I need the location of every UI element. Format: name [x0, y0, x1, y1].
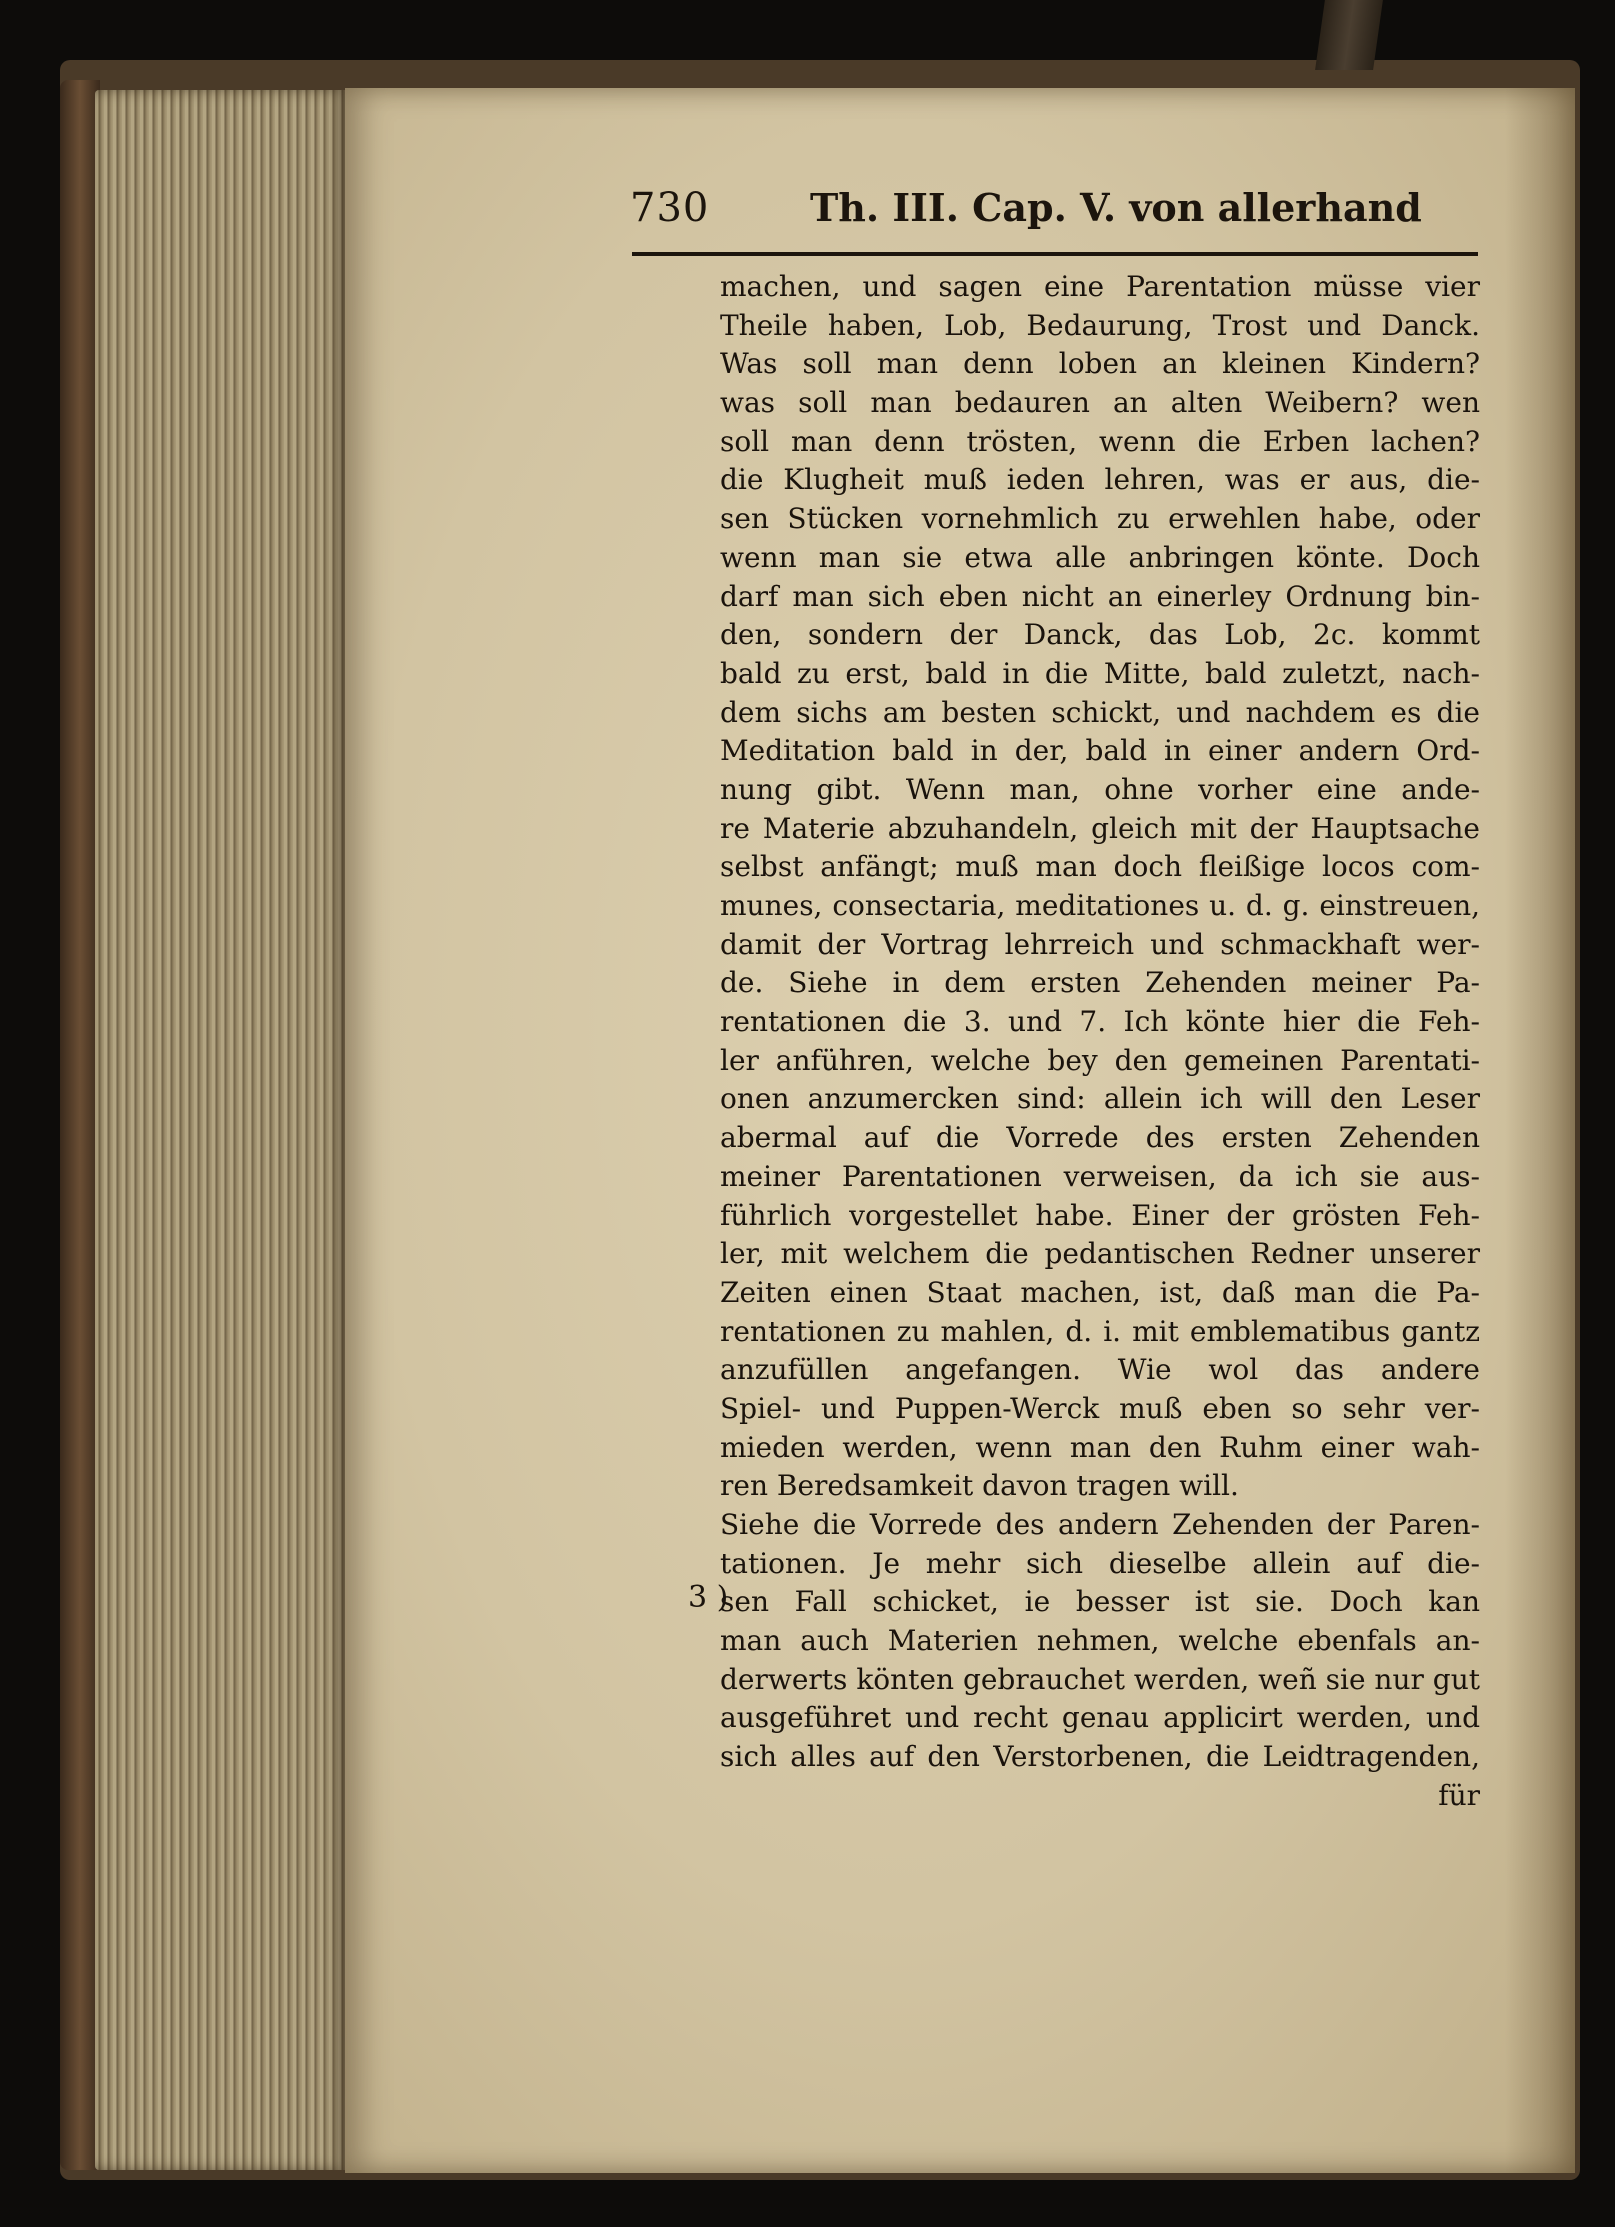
text-line: dem sichs am besten schickt, und nachdem es die	[720, 695, 1480, 729]
text-line: führlich vorgestellet habe. Einer der grösten Feh-	[720, 1198, 1480, 1232]
text-line: ausgeführet und recht genau applicirt werden, und	[720, 1701, 1480, 1735]
text-line: de. Siehe in dem ersten Zehenden meiner Pa-	[720, 966, 1480, 1000]
bookmark-ribbon	[1315, 0, 1383, 70]
text-line: nung gibt. Wenn man, ohne vorher eine ande-	[720, 772, 1480, 806]
text-line: onen anzumercken sind: allein ich will den Leser	[720, 1082, 1480, 1116]
text-line: sen Stücken vornehmlich zu erwehlen habe, oder	[720, 502, 1480, 536]
text-line: rentationen zu mahlen, d. i. mit emblematibus gantz	[720, 1314, 1480, 1348]
text-line: anzufüllen angefangen. Wie wol das andere	[720, 1353, 1480, 1387]
text-line: meiner Parentationen verweisen, da ich sie aus-	[720, 1159, 1480, 1193]
text-line: ler anführen, welche bey den gemeinen Parentati-	[720, 1043, 1480, 1077]
body-text	[720, 268, 1480, 1816]
text-line: sich alles auf den Verstorbenen, die Leidtragenden,	[720, 1740, 1480, 1774]
text-line: soll man denn trösten, wenn die Erben lachen?	[720, 424, 1480, 458]
text-line: rentationen die 3. und 7. Ich könte hier die Feh-	[720, 1005, 1480, 1039]
text-line: darf man sich eben nicht an einerley Ordnung bin-	[720, 579, 1480, 613]
page-edges	[95, 90, 345, 2170]
text-line: wenn man sie etwa alle anbringen könte. Doch	[720, 540, 1480, 574]
page-number: 730	[630, 185, 710, 231]
catchword: für	[1438, 1778, 1480, 1812]
text-line: re Materie abzuhandeln, gleich mit der Hauptsache	[720, 811, 1480, 845]
note-marker: 3 )	[688, 1580, 729, 1615]
text-line: damit der Vortrag lehrreich und schmackhaft wer-	[720, 927, 1480, 961]
book-spine-edge	[60, 80, 100, 2170]
text-line: was soll man bedauren an alten Weibern? wen	[720, 386, 1480, 420]
text-line: munes, consectaria, meditationes u. d. g. einstreuen,	[720, 889, 1480, 922]
text-line: mieden werden, wenn man den Ruhm einer wah-	[720, 1430, 1480, 1464]
text-line: den, sondern der Danck, das Lob, 2c. kommt	[720, 618, 1480, 652]
text-line: sen Fall schicket, ie besser ist sie. Doch kan	[720, 1585, 1480, 1619]
text-line: selbst anfängt; muß man doch fleißige locos com-	[720, 850, 1480, 884]
text-line: man auch Materien nehmen, welche ebenfals an-	[720, 1624, 1480, 1658]
text-line: ren Beredsamkeit davon tragen will.	[720, 1469, 1239, 1503]
running-head: Th. III. Cap. V. von allerhand	[810, 185, 1422, 230]
gutter-shadow	[1505, 88, 1575, 2173]
page-header	[630, 185, 1422, 245]
text-line: Spiel- und Puppen-Werck muß eben so sehr ver-	[720, 1391, 1480, 1425]
text-line: Siehe die Vorrede des andern Zehenden der Paren-	[720, 1508, 1480, 1541]
text-line: Theile haben, Lob, Bedaurung, Trost und Danck.	[720, 308, 1480, 342]
text-line: ler, mit welchem die pedantischen Redner unserer	[720, 1237, 1480, 1271]
text-line: Was soll man denn loben an kleinen Kindern?	[720, 347, 1480, 381]
text-line: machen, und sagen eine Parentation müsse vier	[720, 270, 1480, 303]
header-rule	[632, 252, 1478, 256]
text-line: die Klugheit muß ieden lehren, was er aus, die-	[720, 463, 1480, 497]
text-line: derwerts könten gebrauchet werden, weñ sie nur gut	[720, 1662, 1480, 1696]
text-line: Meditation bald in der, bald in einer andern Ord-	[720, 734, 1480, 768]
text-line: abermal auf die Vorrede des ersten Zehenden	[720, 1121, 1480, 1155]
text-line: tationen. Je mehr sich dieselbe allein auf die-	[720, 1546, 1480, 1580]
text-line: Zeiten einen Staat machen, ist, daß man die Pa-	[720, 1275, 1480, 1309]
text-line: bald zu erst, bald in die Mitte, bald zuletzt, nach-	[720, 656, 1480, 690]
